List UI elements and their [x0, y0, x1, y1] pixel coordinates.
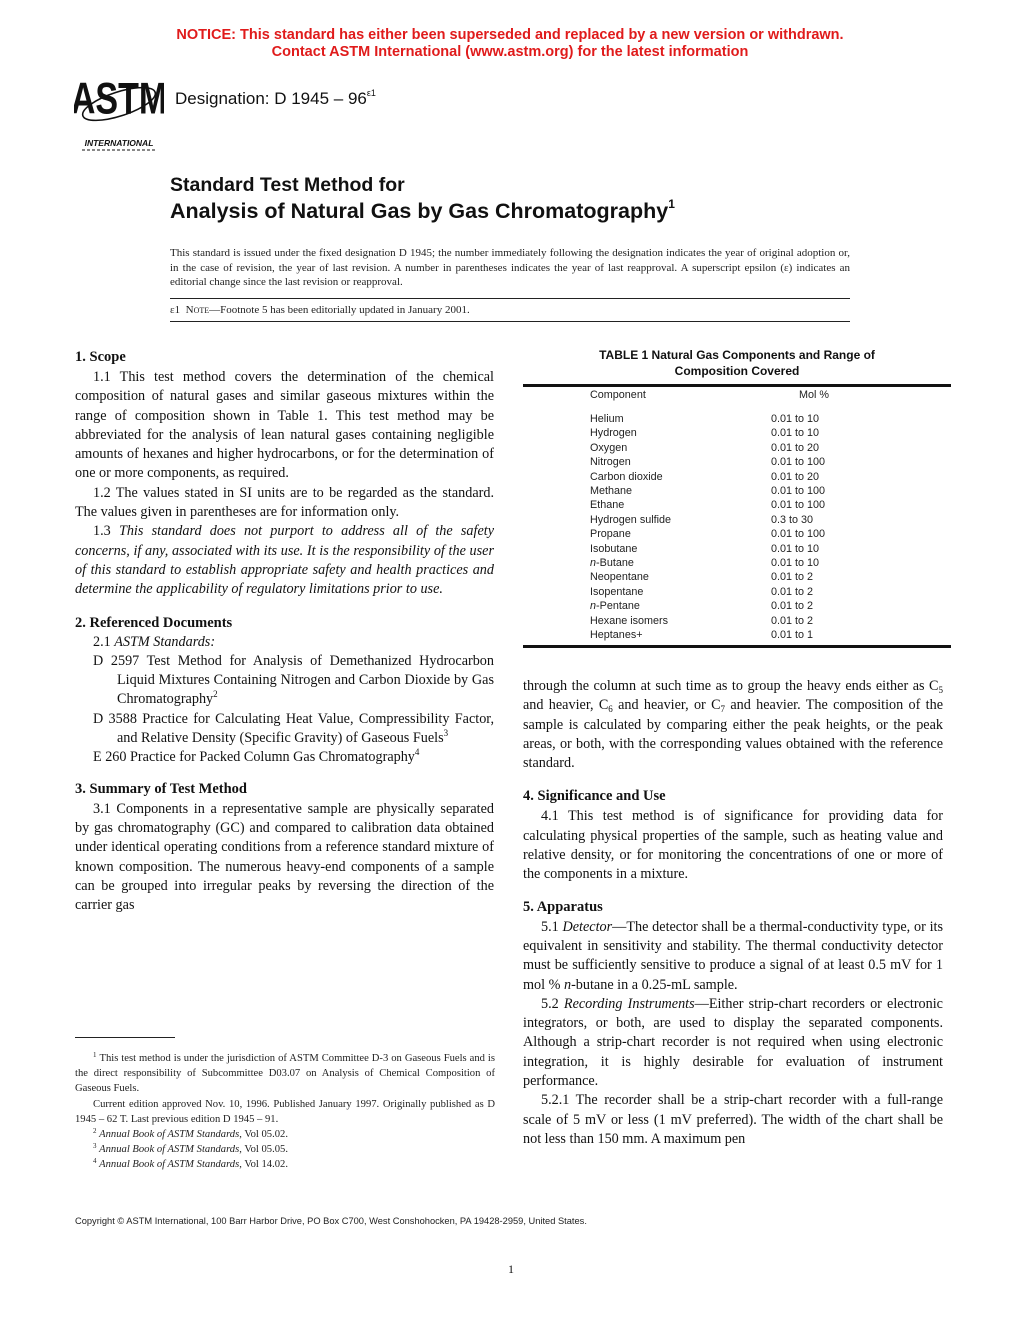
mol-percent-cell: 0.01 to 20	[771, 441, 820, 454]
table-row	[523, 484, 951, 498]
mol-percent-cell: 0.01 to 10	[771, 557, 820, 570]
table-row	[523, 426, 951, 440]
footnote-1-edition: Current edition approved Nov. 10, 1996. Published January 1997. Originally published as D 1945 – 62 T. Last previous edition D 1945 – 91.	[75, 1098, 495, 1125]
paragraph-3-1-continued	[523, 677, 943, 773]
mol-percent-cell: 0.01 to 10	[771, 427, 820, 440]
label: Recording Instruments	[563, 995, 695, 1012]
component-cell: Isopentane	[590, 585, 644, 598]
table-row	[523, 455, 951, 469]
mol-percent-cell: 0.01 to 2	[771, 600, 814, 613]
editorial-note	[170, 304, 470, 316]
title-line-2: Analysis of Natural Gas by Gas Chromatography	[170, 199, 669, 223]
subscript: 6	[608, 704, 613, 715]
component-cell: Isobutane	[590, 542, 638, 555]
astm-logo	[74, 72, 164, 152]
book-title: Annual Book of ASTM Standards	[99, 1144, 240, 1156]
component-cell: Neopentane	[590, 571, 649, 584]
paragraph-2-1-number: 2.1	[93, 633, 115, 650]
designation-epsilon: ε1	[366, 88, 376, 98]
mol-percent-cell: 0.01 to 10	[771, 542, 820, 555]
notice-line-2: Contact ASTM International (www.astm.org) for the latest information	[271, 44, 749, 60]
paragraph-2-1	[75, 633, 494, 652]
mol-percent-cell: 0.01 to 100	[771, 528, 826, 541]
table-row	[523, 542, 951, 556]
designation-label: Designation: D 1945 – 96	[175, 89, 367, 108]
astm-international-logo-icon	[74, 72, 164, 152]
text: and heavier, or C	[612, 697, 721, 714]
table-row	[523, 556, 951, 570]
column-header-component: Component	[590, 389, 646, 401]
reference-list	[75, 652, 494, 768]
table-row	[523, 570, 951, 584]
mol-percent-cell: 0.01 to 100	[771, 456, 826, 469]
mol-percent-cell: 0.01 to 100	[771, 485, 826, 498]
table-1	[523, 348, 951, 648]
component-cell: Methane	[590, 485, 633, 498]
divider	[170, 321, 850, 322]
notice-line-1: NOTICE: This standard has either been superseded and replaced by a new version or withdrawn.	[176, 27, 844, 43]
paragraph-5-2-1: 5.2.1 The recorder shall be a strip-chart recorder with a full-range scale of 5 mV or less (1 mV preferred). The width of the chart shall be not less than 150 mm. A maximum pen	[523, 1092, 943, 1147]
footnote-1	[75, 1051, 495, 1097]
paragraph-1-3-text: This standard does not purport to address all of the safety concerns, if any, associated with its use. It is the responsibility of the user of this standard to establish appropriate safety and health practices and determine the applicability of regulatory limitations prior to use.	[75, 523, 494, 598]
book-title: Annual Book of ASTM Standards	[99, 1159, 240, 1171]
section-heading-referenced-documents: 2. Referenced Documents	[75, 614, 233, 631]
reference-d2597	[93, 652, 494, 710]
mol-percent-cell: 0.01 to 20	[771, 470, 820, 483]
table-row	[523, 406, 951, 426]
section-heading-significance: 4. Significance and Use	[523, 788, 666, 805]
table-caption	[523, 348, 951, 379]
component-cell: n-Pentane	[590, 600, 640, 613]
book-title: Annual Book of ASTM Standards	[99, 1129, 240, 1141]
volume: , Vol 14.02.	[239, 1159, 288, 1171]
footnote-2	[75, 1127, 495, 1142]
section-heading-apparatus: 5. Apparatus	[523, 898, 603, 915]
reference-d3588	[93, 710, 494, 749]
component-cell: Nitrogen	[590, 456, 631, 469]
withdrawal-notice	[0, 27, 1020, 61]
paragraph-3-1: 3.1 Components in a representative sample are physically separated by gas chromatography (GC) and compared to calibration data obtained under identical operating conditions from a reference standard mixture of known composition. The numerous heavy-end components of a sample can be grouped into irregular peaks by reversing the direction of the carrier gas	[75, 800, 494, 914]
table-row	[523, 527, 951, 541]
text: —The detector shall be a thermal-conductivity type, or its equivalent in sensitivity and stability. The thermal conductivity detector must be sufficiently sensitive to produce a signal of at least 0.5 mV for 1 mol %	[523, 918, 943, 993]
component-cell: n-Butane	[590, 557, 634, 570]
footnote-rule	[75, 1037, 175, 1038]
text: through the column at such time as to group the heavy ends either as C	[523, 678, 939, 694]
copyright-line: Copyright © ASTM International, 100 Barr Harbor Drive, PO Box C700, West Conshohocken, PA 19428-2959, United States.	[75, 1216, 587, 1226]
right-column	[523, 677, 943, 1149]
table-row	[523, 441, 951, 455]
footnote-4	[75, 1157, 495, 1172]
mol-percent-cell: 0.01 to 2	[771, 614, 814, 627]
volume: , Vol 05.05.	[239, 1144, 288, 1156]
page-number: 1	[508, 1262, 514, 1276]
reference-text: E 260 Practice for Packed Column Gas Chromatography	[93, 749, 415, 766]
components-table	[523, 387, 951, 643]
reference-text: D 2597 Test Method for Analysis of Demethanized Hydrocarbon Liquid Mixtures Containing Nitrogen and Carbon Dioxide by Gas Chromatography	[93, 652, 494, 708]
footnote-mark: 4	[414, 747, 420, 758]
table-row	[523, 628, 951, 642]
svg-text:INTERNATIONAL: INTERNATIONAL	[84, 138, 154, 148]
document-title	[170, 197, 675, 224]
table-header-row	[523, 387, 951, 406]
footnotes	[75, 1051, 495, 1173]
text-italic: n	[563, 976, 572, 993]
text: and heavier, C	[523, 697, 609, 714]
subscript: 5	[938, 685, 943, 695]
component-cell: Hexane isomers	[590, 614, 669, 627]
column-header-mol-percent: Mol %	[799, 389, 829, 401]
note-text: —Footnote 5 has been editorially updated in January 2001.	[209, 304, 470, 316]
component-cell: Oxygen	[590, 441, 628, 454]
table-caption-line-1: TABLE 1 Natural Gas Components and Range of	[599, 348, 875, 362]
paragraph-1-3	[75, 522, 494, 599]
designation	[175, 88, 376, 109]
subscript: 7	[720, 704, 726, 715]
number: 5.1	[541, 918, 563, 935]
issuance-statement: This standard is issued under the fixed designation D 1945; the number immediately following the designation indicates the year of original adoption or, in the case of revision, the year of last revision. A number in parentheses indicates the year of last reapproval. A superscript epsilon (ε) indicates an editorial change since the last revision or reapproval.	[170, 247, 850, 288]
mol-percent-cell: 0.01 to 10	[771, 413, 820, 425]
component-cell: Helium	[590, 413, 624, 425]
footnote-3	[75, 1142, 495, 1157]
table-row	[523, 585, 951, 599]
table-bottom-rule	[523, 645, 951, 648]
table-row	[523, 470, 951, 484]
component-cell: Hydrogen	[590, 427, 637, 440]
text: —Either strip-chart recorders or electronic integrators, or both, are used to display the separated components. Although a strip-chart recorder is not required when using electronic integration, it is highly desirable for evaluation of instrument performance.	[523, 995, 943, 1090]
section-heading-summary: 3. Summary of Test Method	[75, 780, 247, 797]
component-cell: Heptanes+	[590, 629, 643, 642]
title-line-1: Standard Test Method for	[170, 174, 405, 196]
text: and heavier. The composition of the sample is calculated by comparing either the peak heights, or the peak areas, or both, with the corresponding values obtained with the reference standard.	[523, 697, 943, 772]
mol-percent-cell: 0.01 to 2	[771, 571, 814, 584]
component-cell: Ethane	[590, 499, 625, 512]
footnote-mark: 4	[93, 1157, 97, 1166]
component-cell: Carbon dioxide	[590, 470, 663, 483]
volume: , Vol 05.02.	[239, 1129, 288, 1141]
mol-percent-cell: 0.01 to 100	[771, 499, 826, 512]
reference-text: D 3588 Practice for Calculating Heat Value, Compressibility Factor, and Relative Density (Specific Gravity) of Gaseous Fuels	[93, 710, 494, 747]
number: 5.2	[541, 995, 564, 1012]
table-row	[523, 614, 951, 628]
note-mark: ε1	[170, 304, 181, 316]
footnote-mark: 1	[93, 1051, 97, 1059]
component-cell: Propane	[590, 528, 631, 541]
footnote-text: This test method is under the jurisdiction of ASTM Committee D-3 on Gaseous Fuels and is the direct responsibility of Subcommittee D03.07 on Analysis of Chemical Composition of Gaseous Fuels.	[75, 1053, 495, 1095]
divider	[170, 298, 850, 299]
table-row	[523, 599, 951, 613]
label: Detector	[562, 918, 613, 935]
paragraph-2-1-label: ASTM Standards:	[114, 633, 216, 650]
left-column	[75, 348, 494, 915]
table-row	[523, 513, 951, 527]
paragraph-4-1: 4.1 This test method is of significance for providing data for calculating physical properties of the sample, such as heating value and relative density, or for monitoring the concentrations of one or more of the components in a mixture.	[523, 808, 943, 883]
footnote-mark: 2	[213, 689, 218, 700]
footnote-mark: 2	[93, 1127, 97, 1136]
paragraph-5-1	[523, 918, 943, 995]
paragraph-5-2	[523, 995, 943, 1091]
mol-percent-cell: 0.01 to 1	[771, 629, 814, 642]
section-heading-scope: 1. Scope	[75, 349, 126, 365]
paragraph-1-1: 1.1 This test method covers the determination of the chemical composition of natural gases and similar gaseous mixtures within the range of composition shown in Table 1. This test method may be abbreviated for the analysis of lean natural gases containing negligible amounts of hexanes and higher hydrocarbons, or for the determination of one or more components, as required.	[75, 369, 494, 482]
mol-percent-cell: 0.01 to 2	[771, 585, 814, 598]
table-row	[523, 498, 951, 512]
table-caption-line-2: Composition Covered	[674, 363, 800, 378]
component-cell: Hydrogen sulfide	[590, 513, 672, 526]
paragraph-1-2: 1.2 The values stated in SI units are to be regarded as the standard. The values given in parentheses are for information only.	[75, 484, 494, 521]
reference-e260	[93, 748, 494, 767]
svg-text:ASTM: ASTM	[74, 74, 164, 124]
paragraph-1-3-number: 1.3	[93, 523, 119, 540]
footnote-mark: 3	[93, 1142, 97, 1151]
footnote-mark: 3	[443, 728, 449, 739]
mol-percent-cell: 0.3 to 30	[771, 513, 814, 526]
note-label: Note	[185, 304, 210, 316]
title-footnote-mark: 1	[668, 197, 675, 211]
text: -butane in a 0.25-mL sample.	[571, 976, 738, 993]
